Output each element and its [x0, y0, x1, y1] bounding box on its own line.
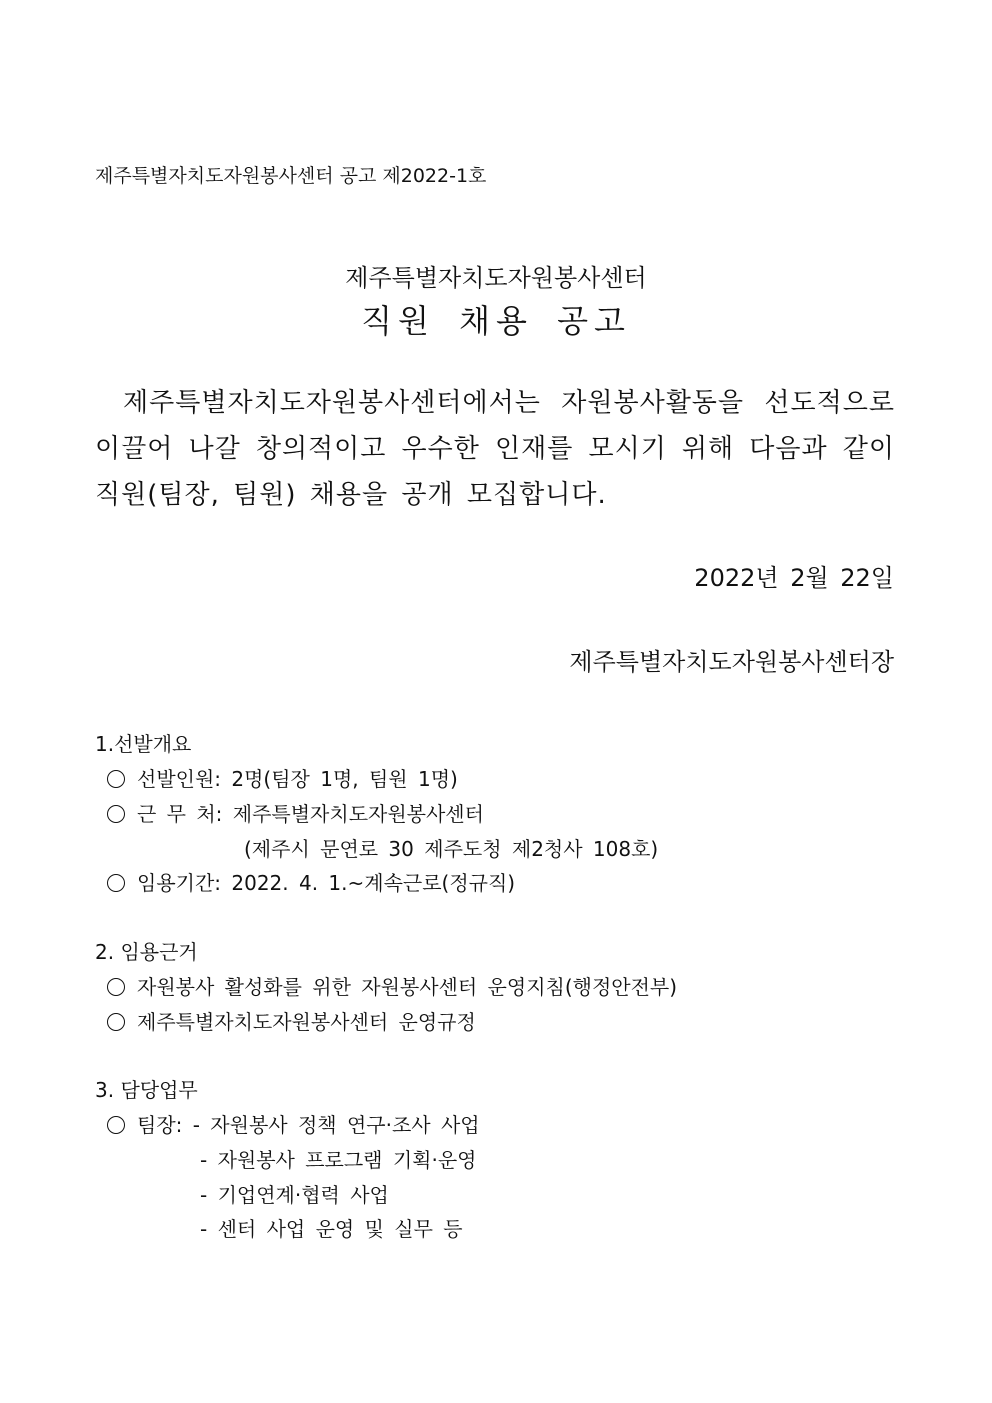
section-3-subitem: - 센터 사업 운영 및 실무 등 — [200, 1217, 463, 1241]
section-3-item: 팀장: - 자원봉사 정책 연구·조사 사업 — [107, 1109, 480, 1138]
section-1-item: 선발인원: 2명(팀장 1명, 팀원 1명) — [107, 763, 458, 792]
circle-bullet-icon — [107, 874, 125, 892]
section-1-item-continuation: (제주시 문연로 30 제주도청 제2청사 108호) — [244, 837, 659, 861]
circle-bullet-icon — [107, 770, 125, 788]
circle-bullet-icon — [107, 978, 125, 996]
section-2-item: 제주특별자치도자원봉사센터 운영규정 — [107, 1006, 476, 1035]
section-3-subitem: - 기업연계·협력 사업 — [200, 1183, 389, 1207]
section-2-item: 자원봉사 활성화를 위한 자원봉사센터 운영지침(행정안전부) — [107, 971, 677, 1000]
organization-title: 제주특별자치도자원봉사센터 — [345, 264, 647, 292]
section-1-item: 근 무 처: 제주특별자치도자원봉사센터 — [107, 798, 484, 827]
signer: 제주특별자치도자원봉사센터장 — [569, 648, 894, 676]
announcement-date: 2022년 2월 22일 — [694, 564, 894, 592]
intro-paragraph: 제주특별자치도자원봉사센터에서는 자원봉사활동을 선도적으로 이끌어 나갈 창의적이고 우수한 인재를 모시기 위해 다음과 같이 직원(팀장, 팀원) 채용을 공개 모집합니다. — [95, 388, 895, 510]
section-1-heading: 1.선발개요 — [95, 732, 192, 756]
section-3-subitem: - 자원봉사 프로그램 기획·운영 — [200, 1148, 477, 1172]
section-1-item: 임용기간: 2022. 4. 1.~계속근로(정규직) — [107, 867, 515, 896]
circle-bullet-icon — [107, 1013, 125, 1031]
section-2-heading: 2. 임용근거 — [95, 940, 198, 964]
circle-bullet-icon — [107, 1116, 125, 1134]
document-title: 직원 채용 공고 — [361, 302, 631, 340]
circle-bullet-icon — [107, 805, 125, 823]
section-3-heading: 3. 담당업무 — [95, 1078, 198, 1102]
notice-number: 제주특별자치도자원봉사센터 공고 제2022-1호 — [95, 165, 487, 187]
